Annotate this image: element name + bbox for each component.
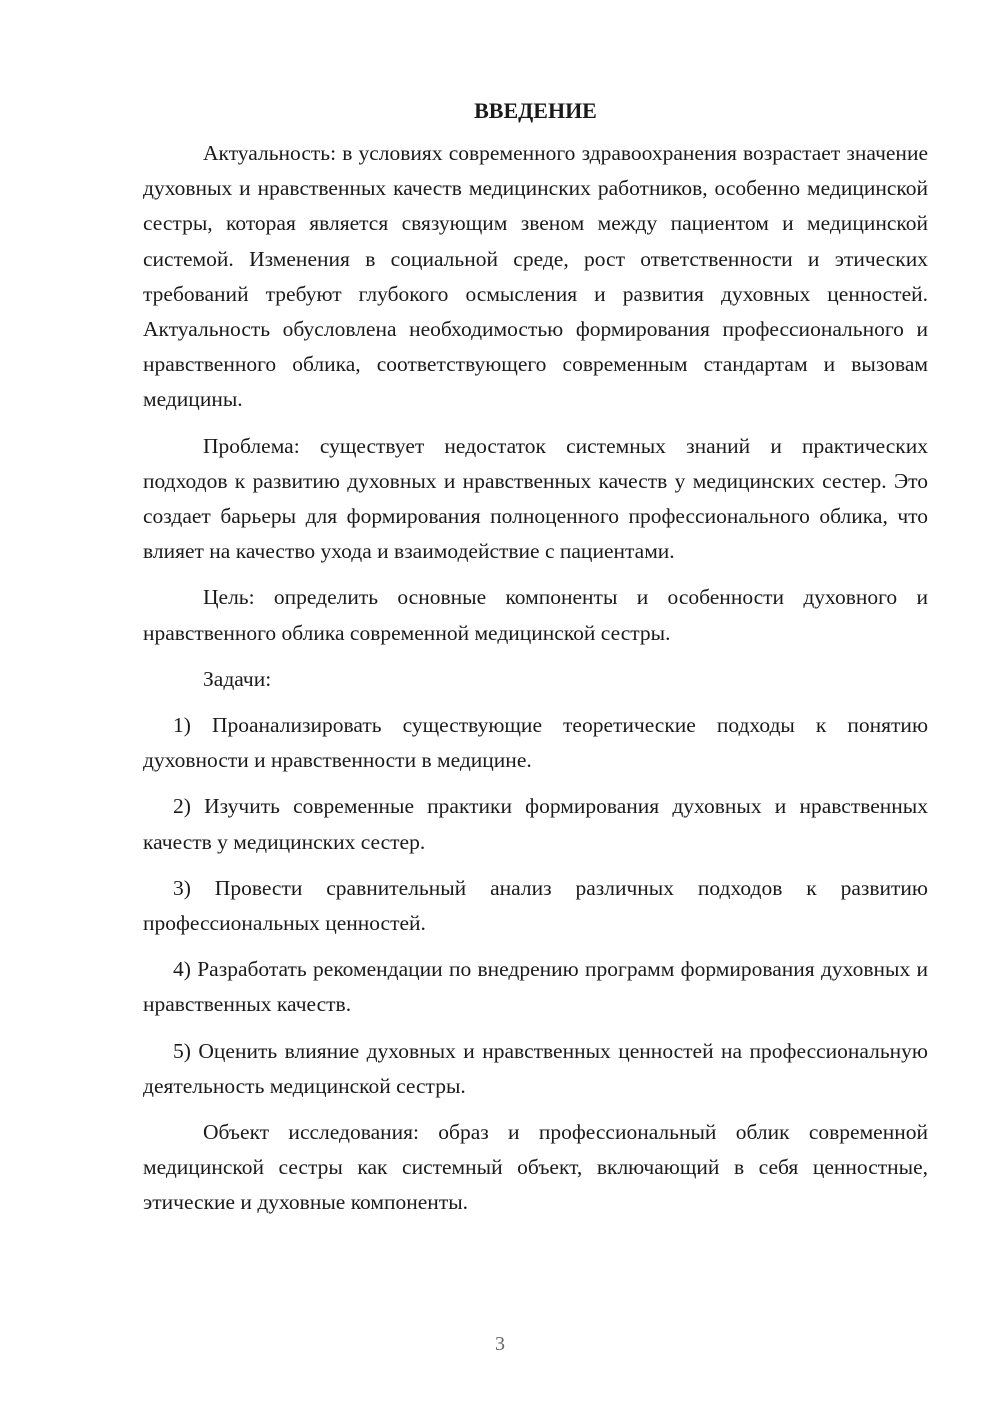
task-item-3: 3) Провести сравнительный анализ различных подходов к развитию профессиональных ценностей.: [143, 875, 928, 936]
document-page: [143, 96, 928, 1221]
paragraph-object: Объект исследования: образ и профессиональный облик современной медицинской сестры как системный объект, включающий в себя ценностные, этические и духовные компоненты.: [143, 1120, 928, 1215]
task-item-4: 4) Разработать рекомендации по внедрению программ формирования духовных и нравственных качеств.: [143, 957, 928, 1017]
task-item-1: 1) Проанализировать существующие теоретические подходы к понятию духовности и нравственности в медицине.: [143, 713, 928, 773]
task-item-5: 5) Оценить влияние духовных и нравственных ценностей на профессиональную деятельность медицинской сестры.: [143, 1038, 928, 1098]
tasks-heading: Задачи:: [203, 666, 272, 691]
section-title: ВВЕДЕНИЕ: [474, 98, 597, 123]
task-item-2: 2) Изучить современные практики формирования духовных и нравственных качеств у медицинских сестер.: [143, 794, 928, 854]
paragraph-problem: Проблема: существует недостаток системных знаний и практических подходов к развитию духовных и нравственных качеств у медицинских сестер. Это создает барьеры для формирования полноценного профессионального облика, что влияет на качество ухода и взаимодействие с пациентами.: [143, 433, 928, 564]
page-number: 3: [495, 1333, 505, 1355]
paragraph-relevance: Актуальность: в условиях современного здравоохранения возрастает значение духовных и нравственных качеств медицинских работников, особенно медицинской сестры, которая является связующим звеном между пациентом и медицинской системой. Изменения в социальной среде, рост ответственности и этических требований требуют глубокого осмысления и развития духовных ценностей. Актуальность обусловлена необходимостью формирования профессионального и нравственного облика, соответствующего современным стандартам и вызовам медицины.: [143, 141, 928, 412]
paragraph-goal: Цель: определить основные компоненты и особенности духовного и нравственного облика современной медицинской сестры.: [143, 585, 928, 645]
